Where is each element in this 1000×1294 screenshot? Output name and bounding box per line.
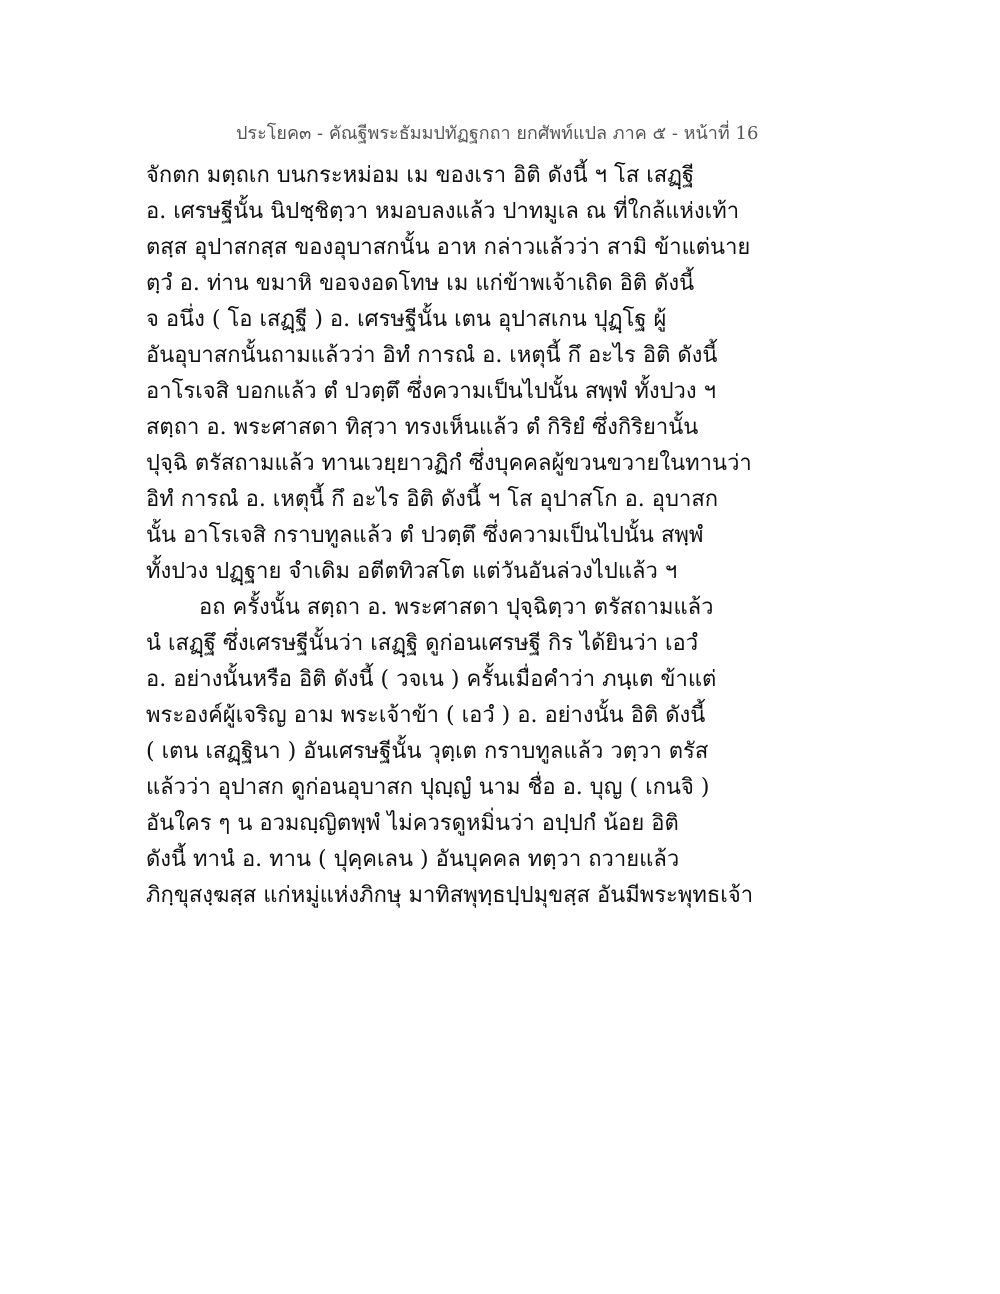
text-line: พระองค์ผู้เจริญ อาม พระเจ้าข้า ( เอวํ ) อ. อย่างนั้น อิติ ดังนี้	[146, 703, 706, 728]
text-line: นํ เสฏฺฐึ ซึ่งเศรษฐีนั้นว่า เสฏฺฐิ ดูก่อนเศรษฐี กิร ได้ยินว่า เอวํ	[146, 631, 699, 656]
paragraph-start-line: อถ ครั้งนั้น สตฺถา อ. พระศาสดา ปุจฺฉิตฺวา ตรัสถามแล้ว	[199, 595, 714, 620]
text-line: ดังนี้ ทานํ อ. ทาน ( ปุคฺคเลน ) อันบุคคล ทตฺวา ถวายแล้ว	[146, 847, 680, 872]
text-line: อ. อย่างนั้นหรือ อิติ ดังนี้ ( วจเน ) ครั้นเมื่อคำว่า ภนฺเต ข้าแต่	[146, 667, 717, 692]
text-line: ตสฺส อุปาสกสฺส ของอุบาสกนั้น อาห กล่าวแล้วว่า สามิ ข้าแต่นาย	[146, 235, 751, 260]
text-line: ตฺวํ อ. ท่าน ขมาหิ ขอจงอดโทษ เม แก่ข้าพเจ้าเถิด อิติ ดังนี้	[146, 271, 695, 296]
text-line: อันอุบาสกนั้นถามแล้วว่า อิทํ การณํ อ. เหตุนี้ กึ อะไร อิติ ดังนี้	[146, 343, 718, 368]
text-line: อิทํ การณํ อ. เหตุนี้ กึ อะไร อิติ ดังนี้ ฯ โส อุปาสโก อ. อุบาสก	[146, 487, 719, 512]
running-header: ประโยค๓ - คัณฐีพระธัมมปทัฏฐกถา ยกศัพท์แปล ภาค ๕ - หน้าที่ 16	[236, 123, 759, 144]
body-text	[146, 158, 754, 914]
text-line: ทั้งปวง ปฏฺฐาย จำเดิม อตีตทิวสโต แต่วันอันล่วงไปแล้ว ฯ	[146, 559, 678, 584]
text-line: สตฺถา อ. พระศาสดา ทิสฺวา ทรงเห็นแล้ว ตํ กิริยํ ซึ่งกิริยานั้น	[146, 415, 699, 440]
text-line: อ. เศรษฐีนั้น นิปชฺชิตฺวา หมอบลงแล้ว ปาทมูเล ณ ที่ใกล้แห่งเท้า	[146, 199, 740, 224]
text-line: นั้น อาโรเจสิ กราบทูลแล้ว ตํ ปวตฺตึ ซึ่งความเป็นไปนั้น สพฺพํ	[146, 523, 704, 548]
text-line: อันใคร ๆ น อวมญฺญิตพฺพํ ไม่ควรดูหมิ่นว่า อปฺปกํ น้อย อิติ	[146, 811, 679, 836]
text-line: ( เตน เสฏฺฐินา ) อันเศรษฐีนั้น วุตฺเต กราบทูลแล้ว วตฺวา ตรัส	[146, 739, 709, 764]
text-line: อาโรเจสิ บอกแล้ว ตํ ปวตฺตึ ซึ่งความเป็นไปนั้น สพฺพํ ทั้งปวง ฯ	[146, 379, 717, 404]
text-line: จักตก มตฺถเก บนกระหม่อม เม ของเรา อิติ ดังนี้ ฯ โส เสฏฺฐี	[146, 163, 695, 188]
text-line: ปุจฺฉิ ตรัสถามแล้ว ทานเวยฺยาวฏิกํ ซึ่งบุคคลผู้ขวนขวายในทานว่า	[146, 451, 752, 476]
text-line: แล้วว่า อุปาสก ดูก่อนอุบาสก ปุญฺญํ นาม ชื่อ อ. บุญ ( เกนจิ )	[146, 775, 710, 800]
text-line: ภิกฺขุสงฺฆสฺส แก่หมู่แห่งภิกษุ มาทิสพุทฺธปฺปมุขสฺส อันมีพระพุทธเจ้า	[146, 883, 754, 908]
text-line: จ อนึ่ง ( โอ เสฏฺฐี ) อ. เศรษฐีนั้น เตน อุปาสเกน ปุฏฺโฐ ผู้	[146, 307, 667, 332]
